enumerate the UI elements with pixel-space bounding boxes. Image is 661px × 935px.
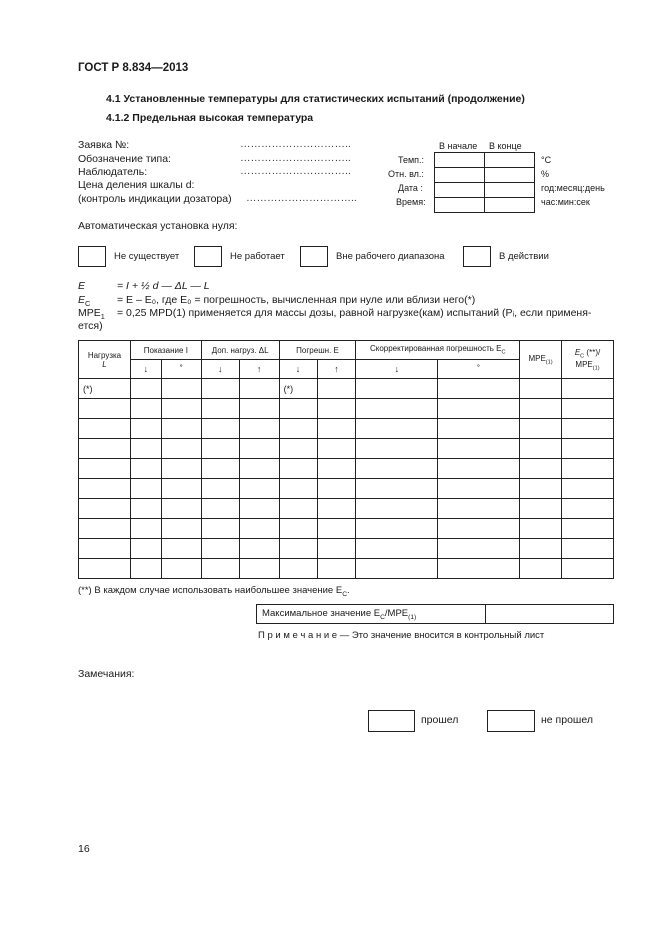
table-cell[interactable] xyxy=(562,539,614,559)
cond-unit-time: час:мин:сек xyxy=(541,197,590,207)
table-cell[interactable] xyxy=(239,439,279,459)
table-cell[interactable] xyxy=(317,379,356,399)
table-row xyxy=(79,419,614,439)
table-cell[interactable] xyxy=(201,499,239,519)
table-cell[interactable] xyxy=(520,379,562,399)
table-cell[interactable] xyxy=(79,459,131,479)
request-label: Заявка №: xyxy=(78,139,130,151)
table-cell[interactable] xyxy=(562,419,614,439)
scale-field[interactable]: ………………………….. xyxy=(246,192,357,204)
autozero-checkbox-none[interactable] xyxy=(78,246,106,267)
table-row xyxy=(79,479,614,499)
table-cell[interactable] xyxy=(438,559,520,579)
degree-mark: ˚ xyxy=(438,360,520,379)
table-cell[interactable] xyxy=(239,379,279,399)
table-cell[interactable] xyxy=(239,559,279,579)
table-cell[interactable] xyxy=(438,539,520,559)
cond-time-end[interactable] xyxy=(485,198,535,213)
table-cell[interactable] xyxy=(130,559,161,579)
table-cell[interactable] xyxy=(239,539,279,559)
section-title-4-1-2: 4.1.2 Предельная высокая температура xyxy=(106,112,314,124)
formula-mpe-definition-cont: ется) xyxy=(78,320,103,332)
col-end-header: В конце xyxy=(489,141,522,151)
table-cell[interactable] xyxy=(161,379,201,399)
cond-humidity-start[interactable] xyxy=(435,168,485,183)
formula-ec-definition: = E – E₀, где E₀ = погрешность, вычисленная при нуле или вблизи него(*) xyxy=(117,294,476,306)
table-row xyxy=(79,399,614,419)
table-row xyxy=(79,559,614,579)
scale-label: Цена деления шкалы d: xyxy=(78,179,195,191)
autozero-option-active: В действии xyxy=(499,251,549,262)
table-row xyxy=(79,459,614,479)
document-header: ГОСТ Р 8.834—2013 xyxy=(78,62,189,74)
footnote: (**) В каждом случае использовать наибольшее значение $E_C$. xyxy=(78,585,350,598)
table-cell[interactable] xyxy=(161,439,201,459)
table-body xyxy=(79,379,614,579)
table-cell[interactable] xyxy=(317,539,356,559)
table-cell[interactable] xyxy=(562,459,614,479)
table-cell[interactable] xyxy=(130,379,161,399)
table-cell[interactable] xyxy=(130,539,161,559)
table-cell[interactable] xyxy=(201,419,239,439)
autozero-checkbox-notworking[interactable] xyxy=(194,246,222,267)
page-number: 16 xyxy=(78,843,90,855)
table-row xyxy=(79,439,614,459)
table-cell[interactable] xyxy=(317,459,356,479)
table-cell[interactable] xyxy=(161,559,201,579)
table-cell[interactable] xyxy=(161,539,201,559)
table-cell[interactable] xyxy=(201,379,239,399)
table-cell[interactable] xyxy=(161,479,201,499)
table-cell[interactable] xyxy=(356,479,438,499)
header-corrected-error: Скорректированная погрешность $E_C$ xyxy=(356,341,520,360)
table-cell[interactable] xyxy=(239,399,279,419)
degree-mark: ˚ xyxy=(161,360,201,379)
arrow-down-icon: ↓ xyxy=(130,360,161,379)
table-cell[interactable] xyxy=(130,479,161,499)
table-cell[interactable] xyxy=(317,499,356,519)
table-cell[interactable] xyxy=(520,559,562,579)
table-cell[interactable] xyxy=(130,419,161,439)
type-label: Обозначение типа: xyxy=(78,153,171,165)
cond-date-start[interactable] xyxy=(435,183,485,198)
max-value-label: Максимальное значение $E_C/MPE_{(1)}$ xyxy=(257,605,486,624)
table-cell[interactable] xyxy=(130,459,161,479)
scale-label-2: (контроль индикации дозатора) xyxy=(78,193,232,205)
table-cell[interactable] xyxy=(279,479,317,499)
table-cell[interactable] xyxy=(79,499,131,519)
table-cell[interactable] xyxy=(438,479,520,499)
table-cell[interactable] xyxy=(438,519,520,539)
table-cell[interactable] xyxy=(438,499,520,519)
col-start-header: В начале xyxy=(439,141,478,151)
table-cell[interactable] xyxy=(520,539,562,559)
cond-unit-humidity: % xyxy=(541,169,550,179)
formula-e-definition: = I + ½ d — ΔL — L xyxy=(117,280,210,292)
table-cell[interactable] xyxy=(438,399,520,419)
table-cell[interactable] xyxy=(317,399,356,419)
table-cell[interactable] xyxy=(520,439,562,459)
table-cell[interactable] xyxy=(161,519,201,539)
table-cell[interactable] xyxy=(520,499,562,519)
conditions-table xyxy=(434,152,535,213)
table-cell[interactable] xyxy=(279,419,317,439)
table-cell[interactable] xyxy=(438,459,520,479)
arrow-down-icon: ↓ xyxy=(356,360,438,379)
table-cell[interactable] xyxy=(279,459,317,479)
formula-mpe-symbol: $MPE_1$ xyxy=(78,307,105,322)
cond-temp-end[interactable] xyxy=(485,153,535,168)
table-cell[interactable] xyxy=(79,399,131,419)
table-cell[interactable] xyxy=(356,519,438,539)
table-cell[interactable] xyxy=(520,399,562,419)
header-add-load: Доп. нагруз. ΔL xyxy=(201,341,279,360)
table-cell[interactable] xyxy=(317,439,356,459)
table-cell[interactable] xyxy=(79,419,131,439)
table-cell[interactable] xyxy=(201,439,239,459)
table-row xyxy=(79,519,614,539)
table-cell[interactable] xyxy=(562,379,614,399)
table-cell[interactable] xyxy=(562,519,614,539)
table-cell[interactable] xyxy=(279,499,317,519)
table-cell[interactable] xyxy=(438,379,520,399)
table-cell[interactable] xyxy=(356,459,438,479)
table-cell[interactable] xyxy=(239,519,279,539)
table-cell[interactable] xyxy=(130,499,161,519)
cond-label-humidity: Отн. вл.: xyxy=(388,169,424,179)
table-cell[interactable] xyxy=(201,519,239,539)
cond-date-end[interactable] xyxy=(485,183,535,198)
note: П р и м е ч а н и е — Это значение вносится в контрольный лист xyxy=(258,630,545,641)
table-cell[interactable] xyxy=(279,439,317,459)
table-cell[interactable] xyxy=(562,559,614,579)
header-error: Погрешн. E xyxy=(279,341,356,360)
table-cell[interactable] xyxy=(130,519,161,539)
cond-unit-temp: °C xyxy=(541,155,552,165)
remarks-label: Замечания: xyxy=(78,668,135,680)
table-cell[interactable] xyxy=(317,519,356,539)
failed-label: не прошел xyxy=(541,714,593,726)
measurement-table xyxy=(78,340,614,579)
table-cell[interactable] xyxy=(562,479,614,499)
arrow-up-icon: ↑ xyxy=(239,360,279,379)
autozero-label: Автоматическая установка нуля: xyxy=(78,220,238,232)
table-cell[interactable] xyxy=(356,419,438,439)
table-cell[interactable] xyxy=(520,419,562,439)
table-cell[interactable] xyxy=(79,559,131,579)
table-cell[interactable] xyxy=(520,459,562,479)
table-cell[interactable] xyxy=(161,419,201,439)
cond-label-temp: Темп.: xyxy=(398,155,425,165)
request-field[interactable]: ………………………….. xyxy=(240,138,351,150)
table-cell[interactable]: (*) xyxy=(279,379,317,399)
table-cell[interactable] xyxy=(239,499,279,519)
max-value-table xyxy=(256,604,614,624)
autozero-option-outofrange: Вне рабочего диапазона xyxy=(336,251,445,262)
table-cell[interactable] xyxy=(161,499,201,519)
table-cell[interactable] xyxy=(317,479,356,499)
table-cell[interactable] xyxy=(201,539,239,559)
autozero-checkbox-outofrange[interactable] xyxy=(300,246,328,267)
section-title-4-1: 4.1 Установленные температуры для статистических испытаний (продолжение) xyxy=(106,93,525,105)
table-cell[interactable] xyxy=(239,479,279,499)
table-cell[interactable] xyxy=(201,559,239,579)
table-cell[interactable] xyxy=(79,519,131,539)
failed-checkbox[interactable] xyxy=(487,710,535,732)
autozero-option-notworking: Не работает xyxy=(230,251,285,262)
table-cell[interactable] xyxy=(520,479,562,499)
table-cell[interactable] xyxy=(239,459,279,479)
table-cell[interactable] xyxy=(356,559,438,579)
table-cell[interactable] xyxy=(239,419,279,439)
table-cell[interactable] xyxy=(438,419,520,439)
table-cell[interactable] xyxy=(562,499,614,519)
table-cell[interactable] xyxy=(520,519,562,539)
observer-field[interactable]: ………………………….. xyxy=(240,165,351,177)
passed-label: прошел xyxy=(421,714,459,726)
autozero-option-none: Не существует xyxy=(114,251,180,262)
table-cell[interactable] xyxy=(562,399,614,419)
table-cell[interactable] xyxy=(279,399,317,419)
table-cell[interactable] xyxy=(562,439,614,459)
table-cell[interactable] xyxy=(201,459,239,479)
table-cell[interactable] xyxy=(356,499,438,519)
table-row xyxy=(79,499,614,519)
arrow-up-icon: ↑ xyxy=(317,360,356,379)
header-mpe: $MPE_{(1)}$ xyxy=(520,341,562,379)
header-reading: Показание I xyxy=(130,341,201,360)
formula-e-symbol: E xyxy=(78,280,86,292)
table-cell[interactable] xyxy=(317,419,356,439)
max-value-field[interactable] xyxy=(486,605,614,624)
header-ratio: $E_C$ (**)/ $MPE_{(1)}$ xyxy=(562,341,614,379)
table-cell[interactable] xyxy=(317,559,356,579)
table-cell[interactable] xyxy=(79,539,131,559)
table-cell[interactable] xyxy=(356,439,438,459)
header-load: Нагрузка L xyxy=(79,341,131,379)
table-cell[interactable]: (*) xyxy=(79,379,131,399)
table-cell[interactable] xyxy=(201,399,239,419)
table-cell[interactable] xyxy=(130,439,161,459)
type-field[interactable]: ………………………….. xyxy=(240,152,351,164)
arrow-down-icon: ↓ xyxy=(201,360,239,379)
observer-label: Наблюдатель: xyxy=(78,166,148,178)
autozero-checkbox-active[interactable] xyxy=(463,246,491,267)
table-cell[interactable] xyxy=(356,399,438,419)
formula-ec-symbol: $E_C$ xyxy=(78,294,91,309)
table-row xyxy=(79,379,614,399)
table-cell[interactable] xyxy=(279,539,317,559)
table-cell[interactable] xyxy=(279,559,317,579)
formula-mpe-definition: = 0,25 MPD(1) применяется для массы дозы, равной нагрузке(кам) испытаний (Pᵢ, если применя- xyxy=(117,307,592,319)
table-cell[interactable] xyxy=(79,439,131,459)
cond-humidity-end[interactable] xyxy=(485,168,535,183)
table-cell[interactable] xyxy=(201,479,239,499)
table-cell[interactable] xyxy=(279,519,317,539)
cond-time-start[interactable] xyxy=(435,198,485,213)
cond-unit-date: год:месяц:день xyxy=(541,183,605,193)
table-cell[interactable] xyxy=(130,399,161,419)
table-cell[interactable] xyxy=(356,379,438,399)
arrow-down-icon: ↓ xyxy=(279,360,317,379)
table-cell[interactable] xyxy=(356,539,438,559)
table-row xyxy=(79,539,614,559)
table-cell[interactable] xyxy=(79,479,131,499)
cond-label-date: Дата : xyxy=(398,183,423,193)
cond-temp-start[interactable] xyxy=(435,153,485,168)
passed-checkbox[interactable] xyxy=(368,710,415,732)
table-cell[interactable] xyxy=(161,399,201,419)
table-cell[interactable] xyxy=(438,439,520,459)
table-cell[interactable] xyxy=(161,459,201,479)
cond-label-time: Время: xyxy=(396,197,426,207)
